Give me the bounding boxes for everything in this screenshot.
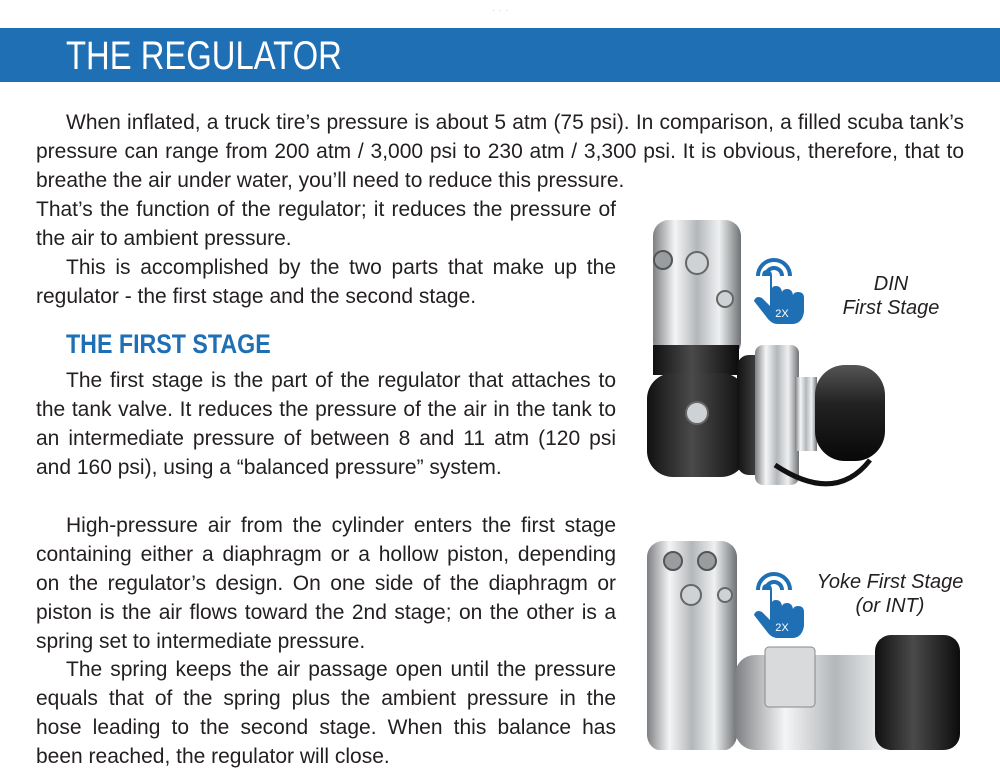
tap-count-label: 2X <box>775 622 789 634</box>
first-stage-paragraph-2: High-pressure air from the cylinder enters the first stage containing either a diaphragm or a hollow piston, depending on the regulator’s design. On one side of the diaphragm or piston is the air flows toward the 2nd stage; on the other is a spring set to intermediate pressure. <box>36 514 616 653</box>
function-paragraph: That’s the function of the regulator; it reduces the pressure of the air to ambient pressure. <box>36 198 616 250</box>
section-banner <box>0 28 1000 82</box>
yoke-caption-line2: (or INT) <box>855 595 925 617</box>
first-stage-paragraph-1: The first stage is the part of the regulator that attaches to the tank valve. It reduces the pressure of the air in the tank to an intermediate pressure of between 8 and 11 atm (120 psi and 160 psi), using a “balanced pressure” system. <box>36 369 616 479</box>
intro-paragraph: When inflated, a truck tire’s pressure is about 5 atm (75 psi). In comparison, a filled scuba tank’s pressure can range from 200 atm / 3,000 psi to 230 atm / 3,300 psi. It is obvious, therefore, that to breathe the air under water, you’ll need to reduce this pressure. <box>36 111 964 192</box>
section-title: THE REGULATOR <box>66 34 342 78</box>
first-stage-heading: THE FIRST STAGE <box>66 329 271 359</box>
first-stage-paragraph-3: The spring keeps the air passage open until the pressure equals that of the spring plus the ambient pressure in the hose leading to the second stage. When this balance has been reached, the regulator will close. <box>36 658 616 768</box>
din-caption-line2: First Stage <box>842 297 940 319</box>
parts-paragraph: This is accomplished by the two parts that make up the regulator - the first stage and the second stage. <box>36 256 616 308</box>
din-caption <box>826 272 956 320</box>
din-caption-line1: DIN <box>873 273 909 295</box>
tap-count-label: 2X <box>775 308 789 320</box>
double-tap-icon[interactable] <box>746 246 810 324</box>
yoke-caption <box>800 570 980 618</box>
yoke-caption-line1: Yoke First Stage <box>816 571 964 593</box>
page-indicator-dots: · · · <box>492 6 510 15</box>
